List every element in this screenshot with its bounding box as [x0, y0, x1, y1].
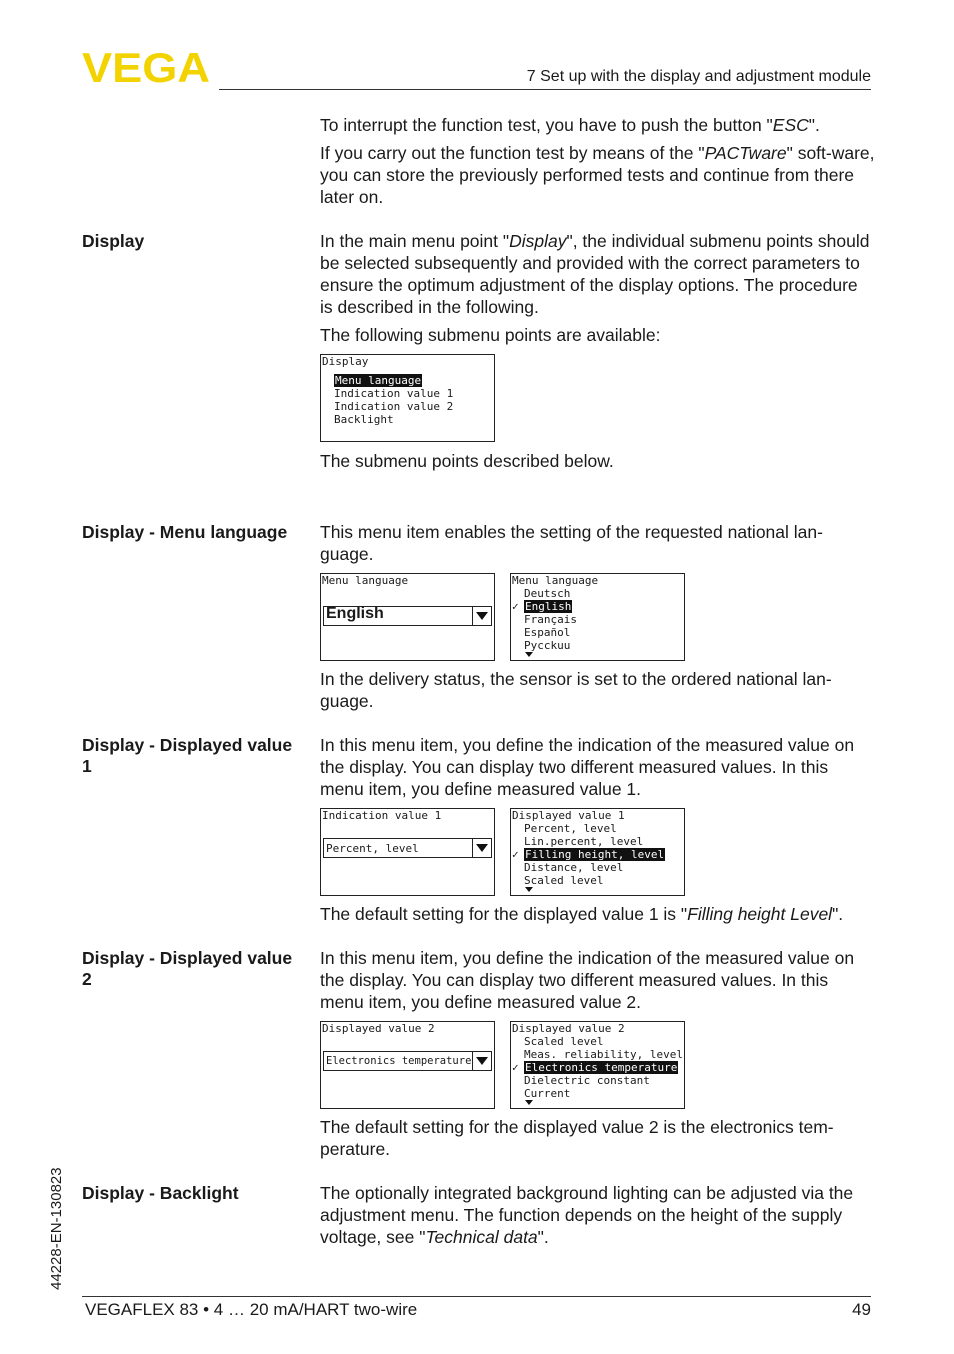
lcd-item-selected: English — [525, 600, 572, 613]
lcd-title: Indication value 1 — [322, 809, 442, 822]
footer-product: VEGAFLEX 83 • 4 … 20 mA/HART two-wire — [85, 1300, 418, 1319]
vega-logo-graphic — [82, 50, 212, 84]
lcd-value1-combo — [320, 808, 495, 896]
lcd-title: Menu language — [322, 574, 409, 587]
dropdown-arrow-icon — [472, 1052, 491, 1070]
lcd-item: Español — [524, 626, 571, 639]
lcd-item-selected: Electronics temperature — [525, 1061, 678, 1074]
lcd-menu-language-list — [510, 573, 685, 661]
section-label-menu-language: Display - Menu language — [82, 522, 288, 542]
lcd-menu-language-combo — [320, 573, 495, 661]
lcd-item: Dielectric constant — [524, 1074, 650, 1087]
value2-paragraph-1: In this menu item, you define the indication of the measured value on the display. You can display two different measured values. In this menu item, you define measured value 2. — [320, 948, 855, 1012]
lcd-item-selected: Menu language — [335, 374, 422, 387]
logo-lettering: VEGA — [82, 50, 210, 84]
lcd-title: Menu language — [512, 574, 599, 587]
lcd-title: Display — [322, 355, 369, 368]
section-label-backlight: Display - Backlight — [82, 1183, 239, 1203]
footer-divider — [82, 1296, 871, 1297]
display-paragraph-1: In the main menu point "Display", the individual submenu points should be selected subsequently and provided with the correct parameters to ensure the optimum adjustment of the display options. The procedure is described in the following. — [320, 231, 870, 317]
dropdown-arrow-icon — [472, 607, 491, 625]
lcd-item: Backlight — [334, 413, 394, 426]
section-label-displayed-value-2: Display - Displayed value 2 — [82, 948, 293, 989]
lcd-item: Pycckuu — [524, 639, 571, 652]
display-paragraph-3: The submenu points described below. — [320, 451, 614, 471]
lcd-display-menu — [320, 354, 495, 442]
section-label-display: Display — [82, 231, 145, 251]
value1-paragraph-2: The default setting for the displayed value 1 is "Filling height Level". — [320, 904, 844, 924]
lcd-title: Displayed value 1 — [512, 809, 625, 822]
lcd-combo-box — [323, 838, 492, 858]
lcd-value2-combo — [320, 1021, 495, 1109]
value2-paragraph-2: The default setting for the displayed value 2 is the electronics tem-perature. — [320, 1117, 834, 1159]
checkmark-icon: ✓ — [512, 848, 519, 861]
lcd-item: Scaled level — [524, 1035, 604, 1048]
menu-language-paragraph-2: In the delivery status, the sensor is set to the ordered national lan-guage. — [320, 669, 832, 711]
page-number: 49 — [852, 1300, 871, 1319]
lcd-item: Scaled level — [524, 874, 604, 887]
checkmark-icon: ✓ — [512, 600, 519, 613]
document-code: 44228-EN-130823 — [48, 1167, 65, 1290]
chapter-header: 7 Set up with the display and adjustment module — [526, 68, 871, 85]
intro-paragraph-2: If you carry out the function test by means of the "PACTware" soft-ware, you can store the previously performed tests and continue from there later on. — [320, 143, 875, 207]
lcd-title: Displayed value 2 — [322, 1022, 435, 1035]
value1-paragraph-1: In this menu item, you define the indication of the measured value on the display. You can display two different measured values. In this menu item, you define measured value 1. — [320, 735, 855, 799]
section-label-displayed-value-1: Display - Displayed value 1 — [82, 735, 293, 776]
lcd-item: Deutsch — [524, 587, 571, 600]
vega-logo — [82, 50, 212, 89]
lcd-combo-value: Percent, level — [326, 842, 419, 855]
lcd-item: Meas. reliability, level — [524, 1048, 683, 1061]
lcd-item: Indication value 1 — [334, 387, 454, 400]
scroll-down-icon — [525, 887, 533, 892]
dropdown-arrow-icon — [472, 839, 491, 857]
lcd-item: Indication value 2 — [334, 400, 454, 413]
lcd-combo-box — [323, 606, 492, 626]
lcd-item: Lin.percent, level — [524, 835, 644, 848]
intro-paragraph-1: To interrupt the function test, you have to push the button "ESC". — [320, 115, 820, 135]
lcd-combo-box — [323, 1051, 492, 1071]
lcd-item: Distance, level — [524, 861, 624, 874]
lcd-item-selected: Filling height, level — [525, 848, 665, 861]
lcd-item: Français — [524, 613, 577, 626]
lcd-value1-list — [510, 808, 685, 896]
lcd-combo-value: English — [326, 605, 384, 622]
scroll-down-icon — [525, 652, 533, 657]
lcd-combo-value: Electronics temperature — [326, 1055, 472, 1067]
lcd-value2-list — [510, 1021, 685, 1109]
backlight-paragraph: The optionally integrated background lighting can be adjusted via the adjustment menu. The function depends on the height of the supply voltage, see "Technical data". — [320, 1183, 854, 1247]
lcd-title: Displayed value 2 — [512, 1022, 625, 1035]
checkmark-icon: ✓ — [512, 1061, 519, 1074]
lcd-item: Percent, level — [524, 822, 617, 835]
scroll-down-icon — [525, 1100, 533, 1105]
header-divider — [219, 89, 871, 90]
display-paragraph-2: The following submenu points are available: — [320, 325, 661, 345]
menu-language-paragraph-1: This menu item enables the setting of the requested national lan-guage. — [320, 522, 823, 564]
lcd-item: Current — [524, 1087, 571, 1100]
